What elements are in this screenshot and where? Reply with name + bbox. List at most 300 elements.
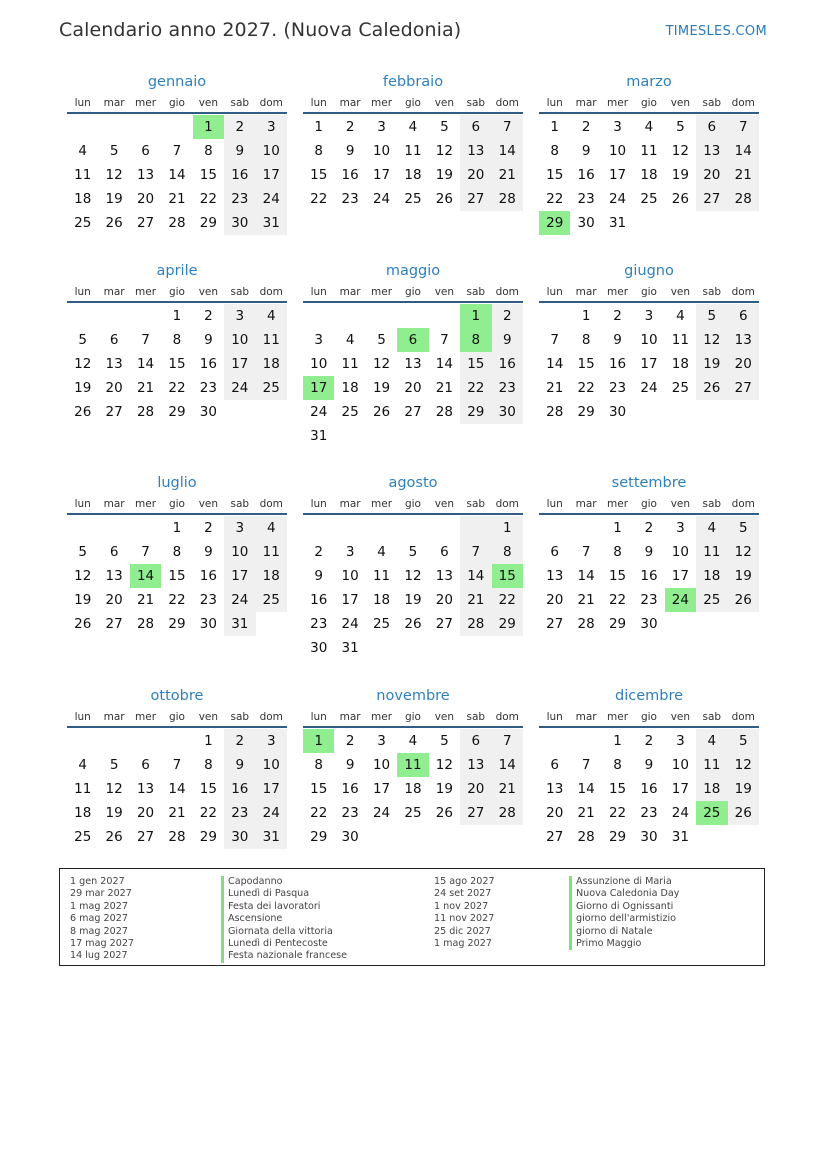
holiday-day-cell: 17 xyxy=(303,376,334,400)
day-cell: 2 xyxy=(613,308,622,324)
day-cell: 20 xyxy=(136,191,155,207)
day-cell: 17 xyxy=(372,167,391,183)
day-cell: 7 xyxy=(172,143,182,159)
day-cell: 2 xyxy=(345,733,355,749)
day-cell: 31 xyxy=(256,825,287,849)
holiday-day-cell: 25 xyxy=(696,801,727,825)
holiday-name: giorno di Natale xyxy=(569,926,679,938)
weekday-label: gio xyxy=(640,711,657,723)
day-cell: 24 xyxy=(256,801,287,825)
day-cell: 22 xyxy=(199,191,217,207)
day-cell: 29 xyxy=(608,616,627,632)
empty-cell xyxy=(98,516,129,540)
day-cell: 1 xyxy=(613,520,622,536)
day-cell: 21 xyxy=(577,592,595,608)
day-cell: 6 xyxy=(141,757,150,773)
empty-cell xyxy=(303,516,334,540)
holiday-day-cell: 11 xyxy=(397,753,428,777)
day-cell: 3 xyxy=(676,520,685,536)
day-cell: 23 xyxy=(310,616,328,632)
day-cell: 3 xyxy=(613,119,622,135)
day-cell: 25 xyxy=(671,380,689,396)
empty-cell xyxy=(429,825,460,849)
empty-cell xyxy=(460,516,491,540)
month-agosto xyxy=(303,472,523,660)
empty-cell xyxy=(728,400,759,424)
day-cell: 28 xyxy=(492,187,523,211)
day-cell: 15 xyxy=(199,781,217,797)
day-cell: 9 xyxy=(204,544,213,560)
empty-cell xyxy=(366,424,397,448)
day-cell: 28 xyxy=(136,404,155,420)
day-cell: 6 xyxy=(109,332,119,348)
weekday-label: lun xyxy=(74,711,91,723)
holiday-name: Festa dei lavoratori xyxy=(221,901,347,913)
day-cell: 28 xyxy=(546,404,564,420)
holiday-day-cell: 6 xyxy=(397,328,428,352)
day-cell: 30 xyxy=(341,829,359,845)
day-cell: 11 xyxy=(372,568,391,584)
day-cell: 9 xyxy=(314,568,323,584)
day-cell: 18 xyxy=(696,777,727,801)
empty-cell xyxy=(98,729,129,753)
weekday-label: mar xyxy=(575,286,597,298)
weekday-label: mar xyxy=(103,498,125,510)
day-cell: 8 xyxy=(492,540,523,564)
holiday-name: Assunzione di Maria xyxy=(569,876,679,888)
day-cell: 1 xyxy=(172,308,182,324)
day-cell: 13 xyxy=(696,139,727,163)
weekday-label: lun xyxy=(310,97,327,109)
empty-cell xyxy=(366,636,397,660)
weekday-label: mer xyxy=(371,711,393,723)
day-cell: 19 xyxy=(105,191,123,207)
day-cell: 17 xyxy=(671,781,689,797)
empty-cell xyxy=(334,516,365,540)
weekday-header xyxy=(539,94,759,114)
empty-cell xyxy=(397,636,428,660)
day-cell: 31 xyxy=(224,612,255,636)
page-title: Calendario anno 2027. (Nuova Caledonia) xyxy=(59,19,462,41)
day-cell: 20 xyxy=(546,805,564,821)
weekday-label: dom xyxy=(259,498,283,510)
day-cell: 24 xyxy=(372,191,391,207)
day-cell: 17 xyxy=(224,564,255,588)
empty-cell xyxy=(67,115,98,139)
holiday-date: 1 nov 2027 xyxy=(434,900,489,912)
empty-cell xyxy=(429,424,460,448)
weekday-label: sab xyxy=(702,498,722,510)
day-cell: 24 xyxy=(608,191,627,207)
weekday-label: mar xyxy=(575,498,597,510)
day-cell: 15 xyxy=(310,167,328,183)
day-cell: 23 xyxy=(341,191,359,207)
day-cell: 27 xyxy=(435,616,453,632)
empty-cell xyxy=(728,211,759,235)
weekday-label: sab xyxy=(702,286,722,298)
month-name: maggio xyxy=(385,263,441,279)
holiday-date: 29 mar 2027 xyxy=(70,888,132,900)
day-cell: 19 xyxy=(671,167,689,183)
day-cell: 7 xyxy=(581,544,591,560)
weekday-label: lun xyxy=(310,711,327,723)
day-cell: 2 xyxy=(224,115,255,139)
day-cell: 15 xyxy=(546,167,564,183)
day-cell: 8 xyxy=(172,332,182,348)
holiday-date: 1 mag 2027 xyxy=(434,938,492,950)
day-cell: 16 xyxy=(577,167,595,183)
holiday-name: giorno dell'armistizio xyxy=(569,913,679,925)
day-cell: 8 xyxy=(613,757,622,773)
empty-cell xyxy=(98,304,129,328)
day-cell: 6 xyxy=(440,544,449,560)
day-cell: 7 xyxy=(141,544,150,560)
weekday-header xyxy=(303,495,523,515)
empty-cell xyxy=(728,612,759,636)
day-cell: 17 xyxy=(256,777,287,801)
day-cell: 3 xyxy=(224,304,255,328)
month-dicembre xyxy=(539,685,759,849)
day-cell: 18 xyxy=(341,380,359,396)
day-cell: 10 xyxy=(372,757,391,773)
days-grid xyxy=(67,115,287,235)
weekday-label: ven xyxy=(434,711,455,723)
days-grid xyxy=(67,729,287,849)
day-cell: 18 xyxy=(256,352,287,376)
holiday-name: Festa nazionale francese xyxy=(221,950,347,962)
weekday-label: lun xyxy=(74,97,91,109)
day-cell: 22 xyxy=(168,592,186,608)
holiday-day-cell: 15 xyxy=(492,564,523,588)
weekday-header xyxy=(539,283,759,303)
day-cell: 13 xyxy=(460,753,491,777)
days-grid xyxy=(67,304,287,424)
weekday-label: ven xyxy=(198,97,219,109)
day-cell: 16 xyxy=(608,356,627,372)
day-cell: 4 xyxy=(696,729,727,753)
empty-cell xyxy=(429,304,460,328)
day-cell: 6 xyxy=(696,115,727,139)
empty-cell xyxy=(665,400,696,424)
weekday-label: dom xyxy=(259,97,283,109)
day-cell: 19 xyxy=(435,781,453,797)
day-cell: 14 xyxy=(460,564,491,588)
day-cell: 9 xyxy=(613,332,622,348)
weekday-label: ven xyxy=(670,498,691,510)
day-cell: 23 xyxy=(224,801,255,825)
day-cell: 26 xyxy=(105,829,123,845)
weekday-label: mer xyxy=(607,97,629,109)
day-cell: 6 xyxy=(550,544,559,560)
day-cell: 28 xyxy=(577,616,595,632)
day-cell: 16 xyxy=(640,781,658,797)
day-cell: 15 xyxy=(199,167,217,183)
weekday-label: mar xyxy=(575,711,597,723)
month-giugno xyxy=(539,260,759,424)
month-name: febbraio xyxy=(382,74,444,90)
month-name: novembre xyxy=(376,688,450,704)
weekday-label: mer xyxy=(371,286,393,298)
day-cell: 27 xyxy=(105,404,123,420)
day-cell: 14 xyxy=(168,781,186,797)
empty-cell xyxy=(130,115,161,139)
empty-cell xyxy=(460,825,491,849)
day-cell: 17 xyxy=(608,167,627,183)
day-cell: 4 xyxy=(408,119,418,135)
days-grid xyxy=(539,729,759,849)
month-maggio xyxy=(303,260,523,448)
day-cell: 14 xyxy=(728,139,759,163)
empty-cell xyxy=(492,424,523,448)
weekday-label: dom xyxy=(731,498,755,510)
day-cell: 3 xyxy=(256,115,287,139)
weekday-label: sab xyxy=(466,498,486,510)
day-cell: 24 xyxy=(671,805,689,821)
day-cell: 18 xyxy=(696,564,727,588)
day-cell: 10 xyxy=(608,143,627,159)
day-cell: 5 xyxy=(377,332,386,348)
day-cell: 26 xyxy=(435,191,453,207)
empty-cell xyxy=(696,825,727,849)
day-cell: 17 xyxy=(224,352,255,376)
day-cell: 30 xyxy=(199,404,217,420)
site-brand-link[interactable]: TIMESLES.COM xyxy=(665,24,767,39)
day-cell: 2 xyxy=(345,119,355,135)
holiday-date: 17 mag 2027 xyxy=(70,938,135,950)
day-cell: 7 xyxy=(172,757,182,773)
day-cell: 2 xyxy=(204,520,213,536)
month-name: luglio xyxy=(157,475,197,491)
day-cell: 30 xyxy=(199,616,217,632)
holidays-legend xyxy=(59,868,765,966)
day-cell: 15 xyxy=(608,781,627,797)
weekday-label: sab xyxy=(466,97,486,109)
weekday-label: gio xyxy=(168,711,185,723)
month-luglio xyxy=(67,472,287,636)
days-grid xyxy=(303,304,523,448)
day-cell: 26 xyxy=(728,801,759,825)
weekday-label: mer xyxy=(371,97,393,109)
day-cell: 20 xyxy=(728,352,759,376)
day-cell: 11 xyxy=(74,781,92,797)
holiday-day-cell: 8 xyxy=(460,328,491,352)
day-cell: 3 xyxy=(224,516,255,540)
empty-cell xyxy=(696,211,727,235)
holiday-name: Giorno di Ognissanti xyxy=(569,901,679,913)
day-cell: 26 xyxy=(404,616,422,632)
empty-cell xyxy=(696,400,727,424)
day-cell: 29 xyxy=(168,616,186,632)
month-name: aprile xyxy=(156,263,198,279)
empty-cell xyxy=(224,400,255,424)
weekday-label: gio xyxy=(168,498,185,510)
holiday-date: 6 mag 2027 xyxy=(70,913,128,925)
day-cell: 10 xyxy=(224,540,255,564)
day-cell: 10 xyxy=(256,753,287,777)
day-cell: 12 xyxy=(105,781,123,797)
day-cell: 16 xyxy=(310,592,328,608)
holiday-names-column-right xyxy=(569,876,679,950)
month-name: gennaio xyxy=(147,74,207,90)
day-cell: 25 xyxy=(696,588,727,612)
day-cell: 16 xyxy=(492,352,523,376)
day-cell: 25 xyxy=(640,191,658,207)
day-cell: 30 xyxy=(224,211,255,235)
day-cell: 11 xyxy=(696,753,727,777)
day-cell: 26 xyxy=(74,616,92,632)
day-cell: 12 xyxy=(671,143,689,159)
weekday-label: mar xyxy=(339,498,361,510)
empty-cell xyxy=(633,211,664,235)
month-name: dicembre xyxy=(614,688,684,704)
day-cell: 23 xyxy=(224,187,255,211)
day-cell: 4 xyxy=(78,143,87,159)
day-cell: 3 xyxy=(314,332,323,348)
day-cell: 14 xyxy=(546,356,564,372)
day-cell: 17 xyxy=(341,592,359,608)
day-cell: 12 xyxy=(74,568,92,584)
weekday-header xyxy=(303,94,523,114)
month-febbraio xyxy=(303,71,523,211)
day-cell: 1 xyxy=(172,520,182,536)
weekday-label: mar xyxy=(339,286,361,298)
empty-cell xyxy=(397,304,428,328)
day-cell: 6 xyxy=(141,143,150,159)
day-cell: 23 xyxy=(640,592,658,608)
day-cell: 21 xyxy=(460,588,491,612)
weekday-label: dom xyxy=(731,97,755,109)
weekday-label: mer xyxy=(135,97,157,109)
weekday-label: mer xyxy=(135,286,157,298)
day-cell: 18 xyxy=(404,781,422,797)
day-cell: 5 xyxy=(78,544,87,560)
day-cell: 23 xyxy=(577,191,595,207)
weekday-label: gio xyxy=(168,286,185,298)
day-cell: 25 xyxy=(372,616,391,632)
empty-cell xyxy=(429,516,460,540)
weekday-label: ven xyxy=(670,97,691,109)
day-cell: 18 xyxy=(404,167,422,183)
weekday-label: gio xyxy=(404,498,421,510)
day-cell: 8 xyxy=(204,757,213,773)
day-cell: 12 xyxy=(728,540,759,564)
holiday-name: Primo Maggio xyxy=(569,938,679,950)
day-cell: 2 xyxy=(644,733,654,749)
day-cell: 5 xyxy=(109,757,119,773)
day-cell: 28 xyxy=(168,215,186,231)
day-cell: 5 xyxy=(78,332,87,348)
day-cell: 17 xyxy=(640,356,658,372)
day-cell: 1 xyxy=(204,733,213,749)
day-cell: 16 xyxy=(199,568,217,584)
empty-cell xyxy=(130,516,161,540)
day-cell: 12 xyxy=(435,143,453,159)
weekday-label: gio xyxy=(404,711,421,723)
day-cell: 8 xyxy=(550,143,559,159)
day-cell: 5 xyxy=(728,729,759,753)
day-cell: 7 xyxy=(728,115,759,139)
day-cell: 29 xyxy=(199,215,217,231)
day-cell: 9 xyxy=(644,544,654,560)
empty-cell xyxy=(161,115,192,139)
empty-cell xyxy=(161,729,192,753)
day-cell: 8 xyxy=(172,544,182,560)
holiday-names-column-left xyxy=(221,876,347,963)
day-cell: 30 xyxy=(608,404,627,420)
day-cell: 30 xyxy=(310,640,328,656)
day-cell: 20 xyxy=(546,592,564,608)
day-cell: 7 xyxy=(141,332,150,348)
day-cell: 21 xyxy=(492,777,523,801)
weekday-header xyxy=(539,495,759,515)
weekday-label: mer xyxy=(135,711,157,723)
day-cell: 11 xyxy=(256,328,287,352)
day-cell: 25 xyxy=(404,805,422,821)
month-name: settembre xyxy=(611,475,687,491)
weekday-label: mar xyxy=(103,97,125,109)
day-cell: 29 xyxy=(168,404,186,420)
weekday-label: sab xyxy=(230,711,250,723)
day-cell: 22 xyxy=(310,805,328,821)
month-name: agosto xyxy=(388,475,438,491)
day-cell: 7 xyxy=(460,540,491,564)
day-cell: 21 xyxy=(168,805,186,821)
day-cell: 15 xyxy=(608,568,627,584)
empty-cell xyxy=(728,825,759,849)
weekday-label: sab xyxy=(230,286,250,298)
weekday-header xyxy=(67,94,287,114)
day-cell: 25 xyxy=(74,829,92,845)
day-cell: 27 xyxy=(136,215,155,231)
day-cell: 13 xyxy=(105,568,123,584)
month-name: ottobre xyxy=(150,688,204,704)
day-cell: 18 xyxy=(671,356,689,372)
day-cell: 4 xyxy=(644,119,654,135)
weekday-label: mar xyxy=(103,286,125,298)
weekday-label: lun xyxy=(74,498,91,510)
weekday-label: mer xyxy=(135,498,157,510)
day-cell: 22 xyxy=(608,592,627,608)
day-cell: 25 xyxy=(404,191,422,207)
empty-cell xyxy=(366,304,397,328)
day-cell: 29 xyxy=(492,612,523,636)
day-cell: 13 xyxy=(105,356,123,372)
day-cell: 25 xyxy=(256,376,287,400)
day-cell: 21 xyxy=(492,163,523,187)
day-cell: 13 xyxy=(728,328,759,352)
day-cell: 22 xyxy=(168,380,186,396)
weekday-label: ven xyxy=(434,498,455,510)
day-cell: 28 xyxy=(577,829,595,845)
month-novembre xyxy=(303,685,523,849)
day-cell: 13 xyxy=(136,781,155,797)
empty-cell xyxy=(539,516,570,540)
day-cell: 24 xyxy=(224,376,255,400)
day-cell: 24 xyxy=(341,616,359,632)
empty-cell xyxy=(334,424,365,448)
day-cell: 24 xyxy=(256,187,287,211)
day-cell: 8 xyxy=(204,143,213,159)
day-cell: 12 xyxy=(74,356,92,372)
day-cell: 5 xyxy=(440,733,449,749)
empty-cell xyxy=(98,115,129,139)
day-cell: 31 xyxy=(310,428,328,444)
month-settembre xyxy=(539,472,759,636)
day-cell: 9 xyxy=(644,757,654,773)
day-cell: 4 xyxy=(256,516,287,540)
day-cell: 20 xyxy=(105,592,123,608)
day-cell: 8 xyxy=(613,544,622,560)
